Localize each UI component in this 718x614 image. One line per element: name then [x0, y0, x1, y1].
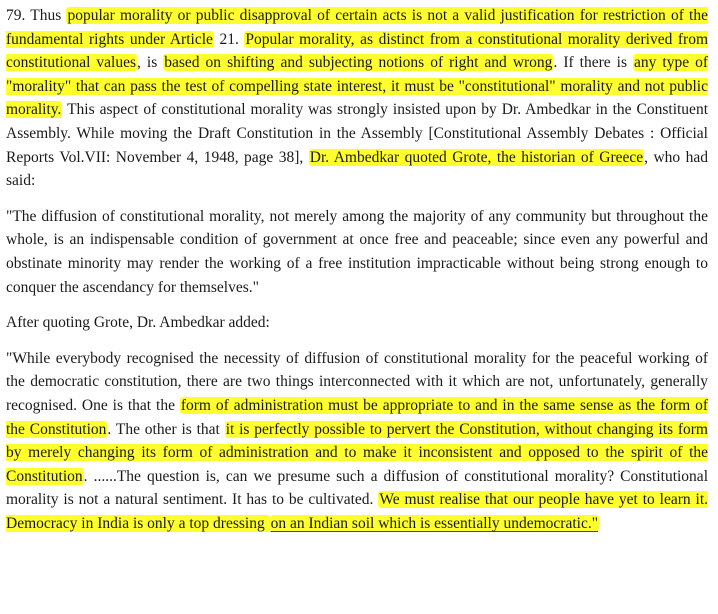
text-segment: . The other is that	[107, 420, 225, 438]
text-segment: "While everybody recognised the necessity of diffusion of constitutional morality for the peaceful working of the democratic constitution, there are two things interconnected with it which are not, unfortunately, generally recognised. One is that the	[6, 349, 708, 414]
paragraph-79	[6, 4, 708, 193]
grote-quote: "The diffusion of constitutional morality, not merely among the majority of any community but throughout the whole, is an indispensable condition of government at once free and peaceable; since even any powerful and obstinate minority may render the working of a free institution impracticable without being strong enough to conquer the ascendancy for themselves."	[6, 207, 708, 296]
text-segment: .	[234, 30, 245, 48]
highlight-popular-morality: popular morality or public disapproval of certain acts is not a valid justification for restriction of the fundamental rights under Article	[6, 7, 708, 48]
after-quote-line: After quoting Grote, Dr. Ambedkar added:	[6, 314, 270, 332]
highlight-yet-to-learn: We must realise that our people have yet to learn it. Democracy in India is only a top dressing	[6, 491, 708, 532]
text-segment: , is	[137, 54, 164, 72]
highlight-form-of-administration: form of administration must be appropriate to and in the same sense as the form of the Constitution	[6, 396, 709, 438]
highlight-pervert-constitution: it is perfectly possible to pervert the Constitution, without changing its form by merely changing its form of administration and to make it inconsistent and opposed to the spirit of the Constitution	[6, 420, 708, 485]
article-number: 21	[213, 30, 235, 48]
text-segment: , who had said:	[6, 148, 709, 190]
para-79-lead: 79. Thus	[6, 7, 67, 24]
highlight-compelling-state-interest: any type of "morality" that can pass the test of compelling state interest, it must be "constitutional" morality and not public morality.	[6, 54, 709, 119]
text-segment: This aspect of constitutional morality was strongly insisted upon by Dr. Ambedkar in the Constituent Assembly. While moving the Draft Constitution in the Assembly [Constitutional Assembly Debates : Official Reports Vol.VII: November 4, 1948, page 38],	[6, 101, 708, 166]
judgment-excerpt	[6, 4, 708, 547]
highlight-underlined-undemocratic: on an Indian soil which is essentially undemocratic."	[270, 514, 599, 532]
highlight-ambedkar-quoted-grote: Dr. Ambedkar quoted Grote, the historian of Greece	[309, 148, 644, 166]
text-segment: . If there is	[553, 54, 634, 72]
highlight-constitutional-values: Popular morality, as distinct from a constitutional morality derived from constitutional values	[6, 30, 709, 72]
highlight-shifting-notions: based on shifting and subjecting notions of right and wrong	[164, 54, 553, 72]
text-segment: . ......The question is, can we presume such a diffusion of constitutional morality? Constitutional morality is not a natural sentiment. It has to be cultivated.	[6, 467, 708, 509]
ambedkar-quote	[6, 347, 708, 536]
